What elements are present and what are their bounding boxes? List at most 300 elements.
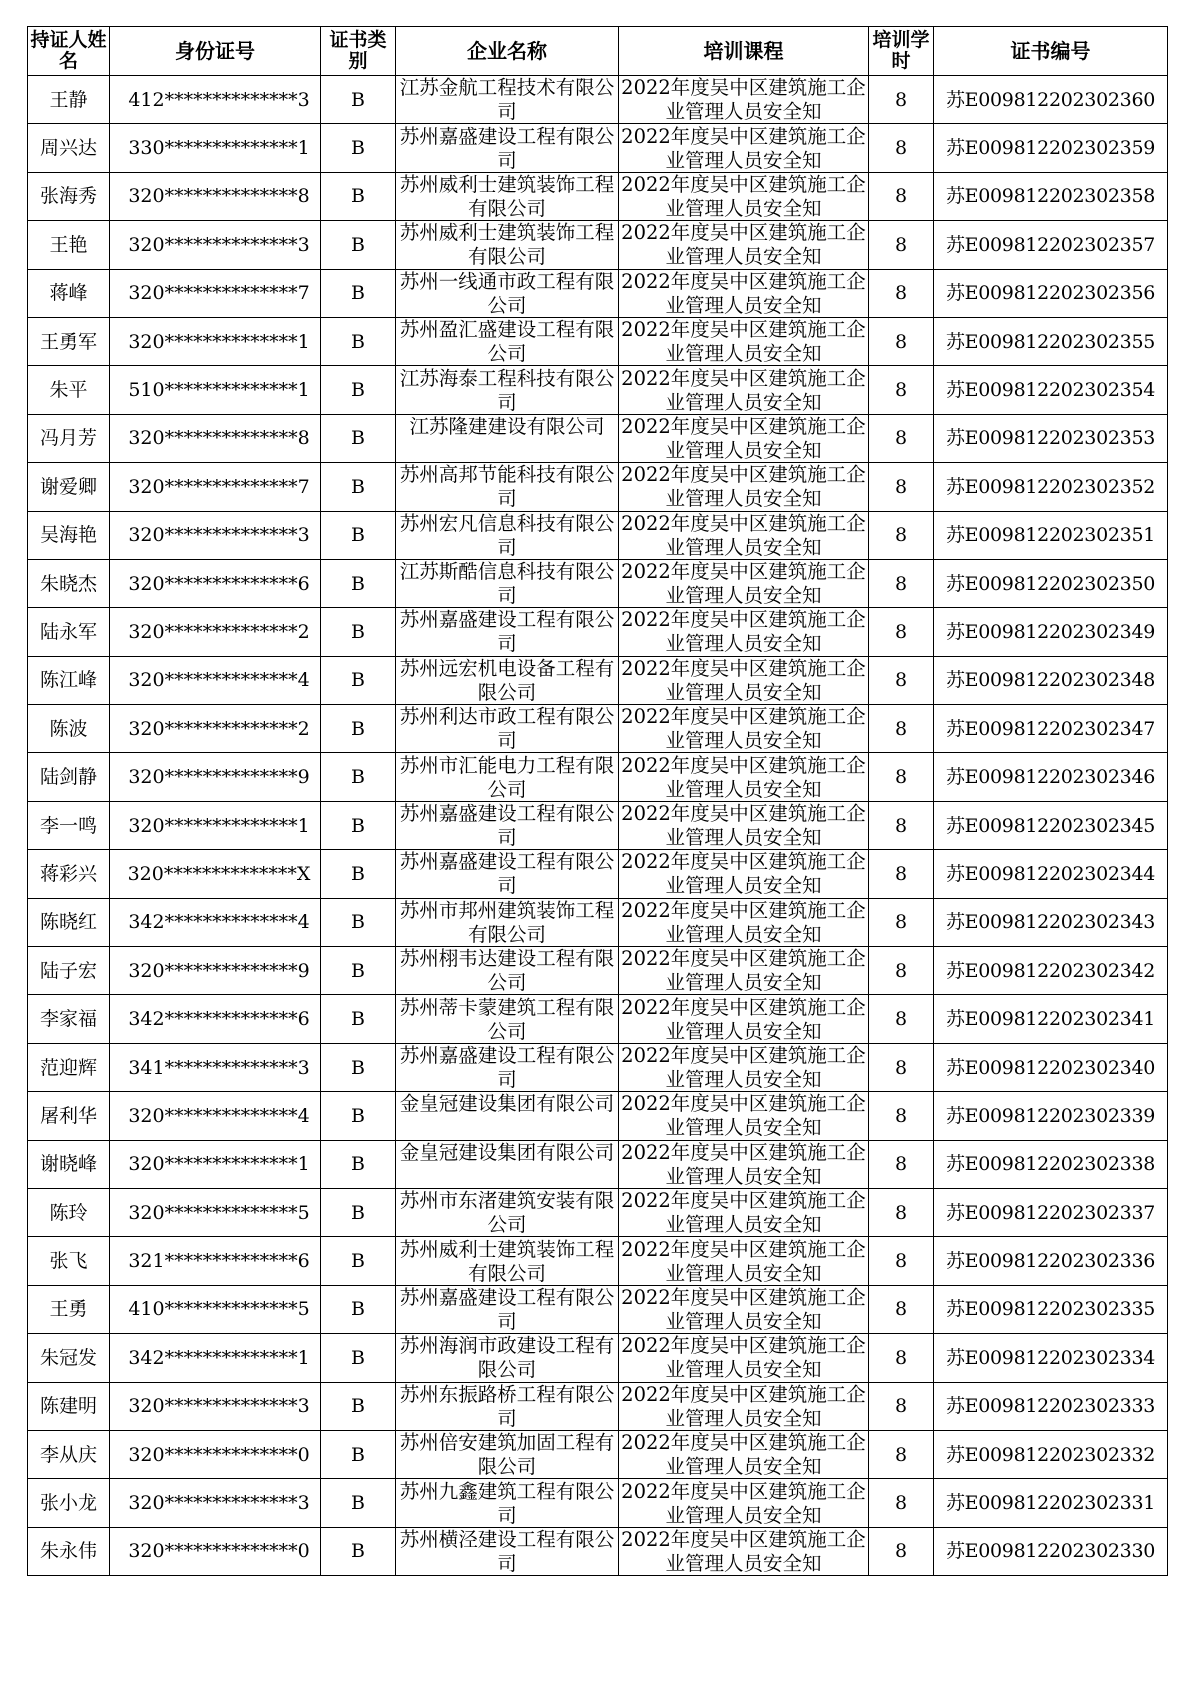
cell-course [619, 1237, 869, 1285]
cell-cert-type: B [321, 559, 396, 607]
cell-company [396, 850, 619, 898]
cell-course-text: 2022年度吴中区建筑施工企业管理人员安全知 [621, 947, 866, 995]
cell-cert-number: 苏E009812202302350 [934, 559, 1168, 607]
cell-company [396, 511, 619, 559]
cell-course-text: 2022年度吴中区建筑施工企业管理人员安全知 [621, 1285, 866, 1333]
cell-id-number: 320**************4 [110, 1092, 321, 1140]
cell-cert-number: 苏E009812202302358 [934, 172, 1168, 220]
table-row [28, 656, 1168, 704]
cell-cert-number: 苏E009812202302330 [934, 1527, 1168, 1575]
table-row [28, 1479, 1168, 1527]
cell-company-text: 苏州市汇能电力工程有限公司 [399, 753, 615, 801]
cell-name: 周兴达 [28, 124, 110, 172]
cell-course-text: 2022年度吴中区建筑施工企业管理人员安全知 [621, 705, 866, 753]
cell-hours: 8 [869, 801, 934, 849]
cell-hours: 8 [869, 1092, 934, 1140]
cell-hours: 8 [869, 1237, 934, 1285]
cell-company-text: 苏州威利士建筑装饰工程有限公司 [399, 221, 615, 269]
cell-id-number: 410**************5 [110, 1285, 321, 1333]
cell-cert-number: 苏E009812202302353 [934, 414, 1168, 462]
cell-company [396, 947, 619, 995]
cell-company [396, 608, 619, 656]
cell-name: 朱晓杰 [28, 559, 110, 607]
cell-id-number: 320**************8 [110, 414, 321, 462]
cell-hours: 8 [869, 1430, 934, 1478]
cell-course [619, 656, 869, 704]
cell-course [619, 463, 869, 511]
cell-company [396, 705, 619, 753]
cell-cert-type: B [321, 414, 396, 462]
cell-company [396, 221, 619, 269]
cell-course [619, 1527, 869, 1575]
cell-course-text: 2022年度吴中区建筑施工企业管理人员安全知 [621, 221, 866, 269]
header-name [28, 27, 110, 76]
cell-cert-type: B [321, 1527, 396, 1575]
cell-course-text: 2022年度吴中区建筑施工企业管理人员安全知 [621, 414, 866, 462]
cell-name: 范迎辉 [28, 1043, 110, 1091]
cell-cert-type: B [321, 172, 396, 220]
cell-course-text: 2022年度吴中区建筑施工企业管理人员安全知 [621, 1479, 866, 1527]
cell-cert-number: 苏E009812202302342 [934, 947, 1168, 995]
cell-id-number: 320**************1 [110, 1140, 321, 1188]
cell-company [396, 1092, 619, 1140]
cell-course [619, 1092, 869, 1140]
cell-company [396, 124, 619, 172]
cell-company [396, 1382, 619, 1430]
cell-id-number: 320**************3 [110, 1382, 321, 1430]
cell-company [396, 995, 619, 1043]
cell-hours: 8 [869, 898, 934, 946]
cell-cert-type: B [321, 1334, 396, 1382]
cell-cert-type: B [321, 705, 396, 753]
cell-company [396, 1479, 619, 1527]
cell-name: 朱平 [28, 366, 110, 414]
cell-company [396, 76, 619, 124]
cell-company-text: 江苏海泰工程科技有限公司 [399, 366, 615, 414]
table-row [28, 850, 1168, 898]
cell-company-text: 苏州市东渚建筑安装有限公司 [399, 1189, 615, 1237]
cell-company [396, 414, 619, 462]
cell-course [619, 269, 869, 317]
cell-course-text: 2022年度吴中区建筑施工企业管理人员安全知 [621, 1334, 866, 1382]
table-row [28, 1527, 1168, 1575]
header-cert-type [321, 27, 396, 76]
cell-course-text: 2022年度吴中区建筑施工企业管理人员安全知 [621, 76, 866, 124]
cell-hours: 8 [869, 1479, 934, 1527]
cell-course [619, 1140, 869, 1188]
cell-course-text: 2022年度吴中区建筑施工企业管理人员安全知 [621, 1527, 866, 1575]
cell-course [619, 1334, 869, 1382]
cell-cert-number: 苏E009812202302339 [934, 1092, 1168, 1140]
cell-course-text: 2022年度吴中区建筑施工企业管理人员安全知 [621, 511, 866, 559]
header-id: 身份证号 [110, 27, 321, 76]
cell-course [619, 850, 869, 898]
cell-company-text: 金皇冠建设集团有限公司 [399, 1140, 615, 1164]
cell-id-number: 320**************4 [110, 656, 321, 704]
cell-id-number: 342**************6 [110, 995, 321, 1043]
cell-name: 王静 [28, 76, 110, 124]
cell-id-number: 321**************6 [110, 1237, 321, 1285]
cell-hours: 8 [869, 753, 934, 801]
cell-cert-number: 苏E009812202302338 [934, 1140, 1168, 1188]
cell-name: 陈晓红 [28, 898, 110, 946]
certificate-table [27, 26, 1168, 1576]
table-row [28, 995, 1168, 1043]
cell-cert-number: 苏E009812202302333 [934, 1382, 1168, 1430]
cell-name: 吴海艳 [28, 511, 110, 559]
cell-company-text: 江苏金航工程技术有限公司 [399, 76, 615, 124]
cell-company-text: 江苏隆建建设有限公司 [409, 414, 605, 438]
cell-hours: 8 [869, 1527, 934, 1575]
cell-cert-number: 苏E009812202302355 [934, 317, 1168, 365]
cell-cert-number: 苏E009812202302337 [934, 1188, 1168, 1236]
cell-cert-number: 苏E009812202302348 [934, 656, 1168, 704]
cell-course-text: 2022年度吴中区建筑施工企业管理人员安全知 [621, 656, 866, 704]
table-row [28, 269, 1168, 317]
cell-id-number: 320**************2 [110, 608, 321, 656]
cell-name: 王艳 [28, 221, 110, 269]
cell-cert-type: B [321, 76, 396, 124]
cell-company-text: 苏州嘉盛建设工程有限公司 [399, 1285, 615, 1333]
cell-cert-number: 苏E009812202302335 [934, 1285, 1168, 1333]
cell-id-number: 510**************1 [110, 366, 321, 414]
cell-company [396, 172, 619, 220]
cell-hours: 8 [869, 559, 934, 607]
header-hours-label: 培训学时 [872, 29, 930, 72]
table-row [28, 898, 1168, 946]
cell-name: 李家福 [28, 995, 110, 1043]
cell-cert-type: B [321, 124, 396, 172]
cell-name: 陈建明 [28, 1382, 110, 1430]
cell-course-text: 2022年度吴中区建筑施工企业管理人员安全知 [621, 1382, 866, 1430]
cell-course-text: 2022年度吴中区建筑施工企业管理人员安全知 [621, 1189, 866, 1237]
cell-hours: 8 [869, 269, 934, 317]
table-row [28, 705, 1168, 753]
cell-company-text: 苏州嘉盛建设工程有限公司 [399, 802, 615, 850]
cell-course-text: 2022年度吴中区建筑施工企业管理人员安全知 [621, 1140, 866, 1188]
cell-hours: 8 [869, 366, 934, 414]
cell-course [619, 221, 869, 269]
cell-company-text: 苏州九鑫建筑工程有限公司 [399, 1479, 615, 1527]
cell-cert-type: B [321, 656, 396, 704]
cell-id-number: 320**************5 [110, 1188, 321, 1236]
cell-cert-number: 苏E009812202302356 [934, 269, 1168, 317]
cell-company-text: 苏州栩韦达建设工程有限公司 [399, 947, 615, 995]
cell-cert-number: 苏E009812202302332 [934, 1430, 1168, 1478]
cell-id-number: 320**************3 [110, 1479, 321, 1527]
cell-company [396, 1140, 619, 1188]
cell-company-text: 苏州高邦节能科技有限公司 [399, 463, 615, 511]
cell-course [619, 559, 869, 607]
cell-hours: 8 [869, 414, 934, 462]
cell-cert-number: 苏E009812202302347 [934, 705, 1168, 753]
cell-course [619, 898, 869, 946]
cell-company [396, 1527, 619, 1575]
cell-course [619, 1382, 869, 1430]
cell-course [619, 1479, 869, 1527]
cell-course [619, 172, 869, 220]
cell-id-number: 320**************3 [110, 221, 321, 269]
table-row [28, 1334, 1168, 1382]
cell-cert-type: B [321, 1140, 396, 1188]
cell-hours: 8 [869, 317, 934, 365]
cell-course-text: 2022年度吴中区建筑施工企业管理人员安全知 [621, 1237, 866, 1285]
cell-hours: 8 [869, 1043, 934, 1091]
cell-course-text: 2022年度吴中区建筑施工企业管理人员安全知 [621, 318, 866, 366]
cell-id-number: 320**************9 [110, 947, 321, 995]
cell-course-text: 2022年度吴中区建筑施工企业管理人员安全知 [621, 753, 866, 801]
cell-company [396, 656, 619, 704]
cell-hours: 8 [869, 656, 934, 704]
cell-course [619, 995, 869, 1043]
cell-company-text: 苏州威利士建筑装饰工程有限公司 [399, 172, 615, 220]
cell-name: 屠利华 [28, 1092, 110, 1140]
cell-cert-number: 苏E009812202302344 [934, 850, 1168, 898]
cell-company-text: 苏州嘉盛建设工程有限公司 [399, 124, 615, 172]
cell-company-text: 苏州横泾建设工程有限公司 [399, 1527, 615, 1575]
cell-course-text: 2022年度吴中区建筑施工企业管理人员安全知 [621, 172, 866, 220]
cell-company [396, 1188, 619, 1236]
cell-cert-number: 苏E009812202302334 [934, 1334, 1168, 1382]
cell-name: 陆子宏 [28, 947, 110, 995]
header-course: 培训课程 [619, 27, 869, 76]
cell-hours: 8 [869, 124, 934, 172]
cell-course-text: 2022年度吴中区建筑施工企业管理人员安全知 [621, 269, 866, 317]
cell-name: 陈江峰 [28, 656, 110, 704]
cell-name: 王勇 [28, 1285, 110, 1333]
cell-company-text: 苏州嘉盛建设工程有限公司 [399, 1044, 615, 1091]
cell-id-number: 342**************1 [110, 1334, 321, 1382]
cell-course-text: 2022年度吴中区建筑施工企业管理人员安全知 [621, 1044, 866, 1091]
cell-name: 谢晓峰 [28, 1140, 110, 1188]
table-body [28, 76, 1168, 1576]
cell-cert-number: 苏E009812202302336 [934, 1237, 1168, 1285]
cell-cert-type: B [321, 317, 396, 365]
table-row [28, 608, 1168, 656]
cell-cert-number: 苏E009812202302357 [934, 221, 1168, 269]
table-row [28, 76, 1168, 124]
cell-cert-type: B [321, 1479, 396, 1527]
cell-course-text: 2022年度吴中区建筑施工企业管理人员安全知 [621, 802, 866, 850]
cell-cert-type: B [321, 511, 396, 559]
cell-company-text: 苏州东振路桥工程有限公司 [399, 1382, 615, 1430]
cell-cert-type: B [321, 1285, 396, 1333]
cell-course [619, 947, 869, 995]
cell-course [619, 801, 869, 849]
cell-cert-number: 苏E009812202302346 [934, 753, 1168, 801]
cell-id-number: 320**************7 [110, 463, 321, 511]
cell-company-text: 苏州蒂卡蒙建筑工程有限公司 [399, 995, 615, 1043]
cell-cert-type: B [321, 1043, 396, 1091]
cell-cert-number: 苏E009812202302345 [934, 801, 1168, 849]
cell-company [396, 1285, 619, 1333]
cell-company [396, 1043, 619, 1091]
cell-course-text: 2022年度吴中区建筑施工企业管理人员安全知 [621, 898, 866, 946]
cell-company [396, 463, 619, 511]
cell-hours: 8 [869, 1382, 934, 1430]
table-row [28, 366, 1168, 414]
cell-company-text: 江苏斯酷信息科技有限公司 [399, 560, 615, 608]
cell-name: 朱冠发 [28, 1334, 110, 1382]
cell-id-number: 341**************3 [110, 1043, 321, 1091]
cell-name: 李从庆 [28, 1430, 110, 1478]
cell-cert-type: B [321, 850, 396, 898]
cell-company-text: 金皇冠建设集团有限公司 [399, 1092, 615, 1116]
cell-cert-number: 苏E009812202302359 [934, 124, 1168, 172]
cell-company [396, 269, 619, 317]
cell-course [619, 511, 869, 559]
cell-name: 陆永军 [28, 608, 110, 656]
cell-hours: 8 [869, 947, 934, 995]
cell-course [619, 366, 869, 414]
table-row [28, 1285, 1168, 1333]
header-name-label: 持证人姓名 [30, 29, 107, 72]
cell-course [619, 1188, 869, 1236]
cell-course-text: 2022年度吴中区建筑施工企业管理人员安全知 [621, 1431, 866, 1479]
table-row [28, 801, 1168, 849]
table-row [28, 753, 1168, 801]
cell-id-number: 320**************8 [110, 172, 321, 220]
cell-cert-number: 苏E009812202302340 [934, 1043, 1168, 1091]
cell-name: 陈波 [28, 705, 110, 753]
cell-hours: 8 [869, 1334, 934, 1382]
cell-cert-type: B [321, 366, 396, 414]
cell-hours: 8 [869, 1188, 934, 1236]
cell-id-number: 320**************1 [110, 801, 321, 849]
cell-name: 冯月芳 [28, 414, 110, 462]
cell-course-text: 2022年度吴中区建筑施工企业管理人员安全知 [621, 366, 866, 414]
table-row [28, 511, 1168, 559]
cell-name: 李一鸣 [28, 801, 110, 849]
cell-name: 朱永伟 [28, 1527, 110, 1575]
cell-id-number: 320**************6 [110, 559, 321, 607]
table-row [28, 172, 1168, 220]
cell-company-text: 苏州海润市政建设工程有限公司 [399, 1334, 615, 1382]
cell-cert-type: B [321, 269, 396, 317]
cell-hours: 8 [869, 1285, 934, 1333]
cell-id-number: 320**************0 [110, 1430, 321, 1478]
cell-company [396, 1334, 619, 1382]
cell-company [396, 317, 619, 365]
cell-company-text: 苏州一线通市政工程有限公司 [399, 269, 615, 317]
cell-cert-type: B [321, 995, 396, 1043]
cell-course-text: 2022年度吴中区建筑施工企业管理人员安全知 [621, 560, 866, 608]
cell-hours: 8 [869, 463, 934, 511]
cell-id-number: 320**************0 [110, 1527, 321, 1575]
table-row [28, 317, 1168, 365]
cell-company-text: 苏州利达市政工程有限公司 [399, 705, 615, 753]
cell-id-number: 320**************2 [110, 705, 321, 753]
cell-course [619, 124, 869, 172]
cell-hours: 8 [869, 511, 934, 559]
cell-name: 蒋峰 [28, 269, 110, 317]
table-row [28, 414, 1168, 462]
cell-cert-number: 苏E009812202302360 [934, 76, 1168, 124]
cell-id-number: 330**************1 [110, 124, 321, 172]
cell-course-text: 2022年度吴中区建筑施工企业管理人员安全知 [621, 463, 866, 511]
table-row [28, 947, 1168, 995]
cell-name: 张飞 [28, 1237, 110, 1285]
header-company: 企业名称 [396, 27, 619, 76]
table-row [28, 1140, 1168, 1188]
cell-name: 张小龙 [28, 1479, 110, 1527]
cell-company [396, 559, 619, 607]
cell-course-text: 2022年度吴中区建筑施工企业管理人员安全知 [621, 608, 866, 656]
cell-company-text: 苏州宏凡信息科技有限公司 [399, 511, 615, 559]
cell-name: 蒋彩兴 [28, 850, 110, 898]
cell-name: 谢爱卿 [28, 463, 110, 511]
cell-id-number: 412**************3 [110, 76, 321, 124]
cell-course [619, 608, 869, 656]
cell-cert-number: 苏E009812202302352 [934, 463, 1168, 511]
table-row [28, 124, 1168, 172]
cell-company [396, 898, 619, 946]
cell-company-text: 苏州远宏机电设备工程有限公司 [399, 656, 615, 704]
cell-hours: 8 [869, 850, 934, 898]
cell-cert-type: B [321, 1430, 396, 1478]
cell-name: 陈玲 [28, 1188, 110, 1236]
cell-cert-type: B [321, 801, 396, 849]
cell-hours: 8 [869, 76, 934, 124]
cell-hours: 8 [869, 995, 934, 1043]
cell-hours: 8 [869, 608, 934, 656]
table-row [28, 559, 1168, 607]
cell-hours: 8 [869, 172, 934, 220]
cell-company [396, 1237, 619, 1285]
cell-id-number: 320**************1 [110, 317, 321, 365]
cell-cert-number: 苏E009812202302341 [934, 995, 1168, 1043]
cell-hours: 8 [869, 1140, 934, 1188]
cell-cert-type: B [321, 1382, 396, 1430]
cell-name: 王勇军 [28, 317, 110, 365]
cell-course [619, 753, 869, 801]
cell-company-text: 苏州嘉盛建设工程有限公司 [399, 608, 615, 656]
cell-cert-type: B [321, 898, 396, 946]
cell-cert-number: 苏E009812202302331 [934, 1479, 1168, 1527]
cell-course [619, 414, 869, 462]
cell-id-number: 320**************X [110, 850, 321, 898]
table-row [28, 1092, 1168, 1140]
cell-hours: 8 [869, 221, 934, 269]
cell-course [619, 317, 869, 365]
header-row [28, 27, 1168, 76]
header-cert-type-label: 证书类别 [329, 29, 387, 72]
cell-id-number: 320**************9 [110, 753, 321, 801]
table-row [28, 1237, 1168, 1285]
cell-cert-number: 苏E009812202302343 [934, 898, 1168, 946]
cell-course [619, 705, 869, 753]
cell-course-text: 2022年度吴中区建筑施工企业管理人员安全知 [621, 124, 866, 172]
cell-course [619, 1285, 869, 1333]
header-cert-no: 证书编号 [934, 27, 1168, 76]
cell-name: 陆剑静 [28, 753, 110, 801]
cell-cert-type: B [321, 1237, 396, 1285]
table-row [28, 1043, 1168, 1091]
cell-cert-number: 苏E009812202302349 [934, 608, 1168, 656]
cell-cert-type: B [321, 753, 396, 801]
cell-cert-type: B [321, 1188, 396, 1236]
cell-company-text: 苏州倍安建筑加固工程有限公司 [399, 1431, 615, 1479]
cell-cert-type: B [321, 608, 396, 656]
table-header [28, 27, 1168, 76]
cell-cert-type: B [321, 221, 396, 269]
cell-cert-number: 苏E009812202302354 [934, 366, 1168, 414]
table-row [28, 463, 1168, 511]
cell-company-text: 苏州市邦州建筑装饰工程有限公司 [399, 898, 615, 946]
cell-company [396, 1430, 619, 1478]
table-row [28, 1188, 1168, 1236]
cell-course [619, 76, 869, 124]
